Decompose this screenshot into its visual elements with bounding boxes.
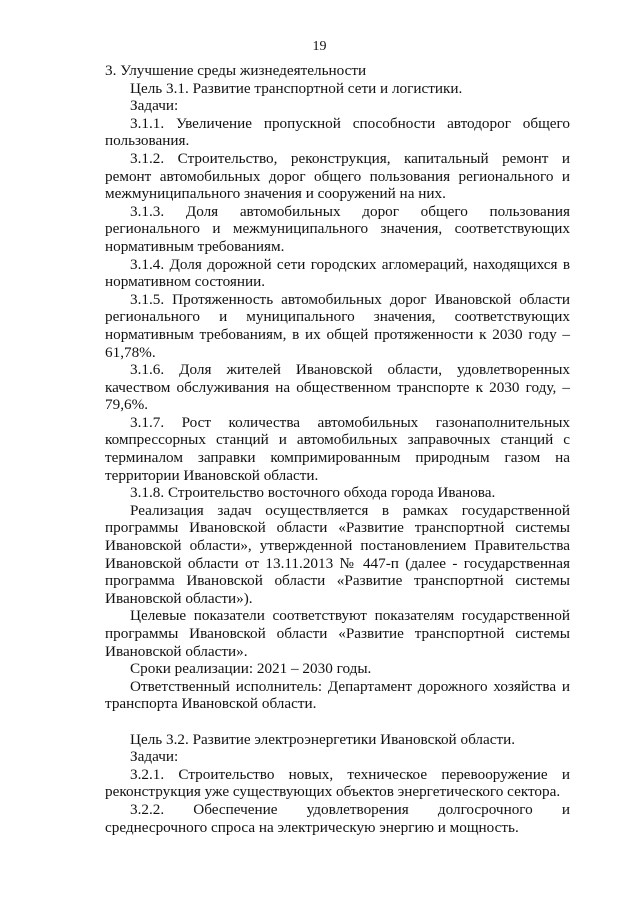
task-item: 3.1.2. Строительство, реконструкция, капитальный ремонт и ремонт автомобильных дорог общего пользования регионального и межмуниципального значения и сооружений на них. bbox=[105, 149, 570, 203]
task-item: 3.1.4. Доля дорожной сети городских агломераций, находящихся в нормативном состоянии. bbox=[105, 255, 570, 291]
section-heading: 3. Улучшение среды жизнедеятельности bbox=[105, 62, 367, 79]
body-paragraph: Целевые показатели соответствуют показателям государственной программы Ивановской области «Развитие транспортной системы Ивановской области». bbox=[105, 607, 570, 660]
task-item: 3.1.1. Увеличение пропускной способности автодорог общего пользования. bbox=[105, 114, 570, 150]
body-paragraph: Ответственный исполнитель: Департамент дорожного хозяйства и транспорта Ивановской области. bbox=[105, 677, 570, 713]
document-body bbox=[105, 62, 570, 836]
tasks-label: Задачи: bbox=[130, 97, 179, 115]
task-item: 3.2.2. Обеспечение удовлетворения долгосрочного и среднесрочного спроса на электрическую энергию и мощность. bbox=[105, 800, 570, 836]
task-item: 3.1.5. Протяженность автомобильных дорог Ивановской области регионального и муниципального значения, соответствующих нормативным требованиям, в их общей протяженности к 2030 году – 61,78%. bbox=[105, 290, 570, 361]
page-number: 19 bbox=[312, 39, 327, 54]
goal-heading: Цель 3.1. Развитие транспортной сети и логистики. bbox=[130, 79, 463, 97]
task-item: 3.2.1. Строительство новых, техническое перевооружение и реконструкция уже существующих объектов энергетического сектора. bbox=[105, 765, 570, 801]
tasks-label: Задачи: bbox=[130, 748, 179, 766]
paragraph-spacer bbox=[105, 713, 570, 731]
goal-heading: Цель 3.2. Развитие электроэнергетики Ивановской области. bbox=[130, 730, 516, 748]
task-item: 3.1.7. Рост количества автомобильных газонаполнительных компрессорных станций и автомобильных заправочных станций с терминалом заправки компримированным природным газом на территории Ивановской области. bbox=[105, 413, 570, 484]
task-item: 3.1.3. Доля автомобильных дорог общего пользования регионального и межмуниципального значения, соответствующих нормативным требованиям. bbox=[105, 202, 570, 255]
body-paragraph: Реализация задач осуществляется в рамках государственной программы Ивановской области «Развитие транспортной системы Ивановской области», утвержденной постановлением Правительства Ивановской области от 13.11.2013 № 447-п (далее - государственная программа Ивановской области «Развитие транспортной системы Ивановской области»). bbox=[105, 501, 570, 607]
task-item: 3.1.8. Строительство восточного обхода города Иванова. bbox=[130, 484, 496, 502]
task-item: 3.1.6. Доля жителей Ивановской области, удовлетворенных качеством обслуживания на общественном транспорте к 2030 году, – 79,6%. bbox=[105, 361, 570, 414]
body-paragraph: Сроки реализации: 2021 – 2030 годы. bbox=[130, 660, 372, 678]
